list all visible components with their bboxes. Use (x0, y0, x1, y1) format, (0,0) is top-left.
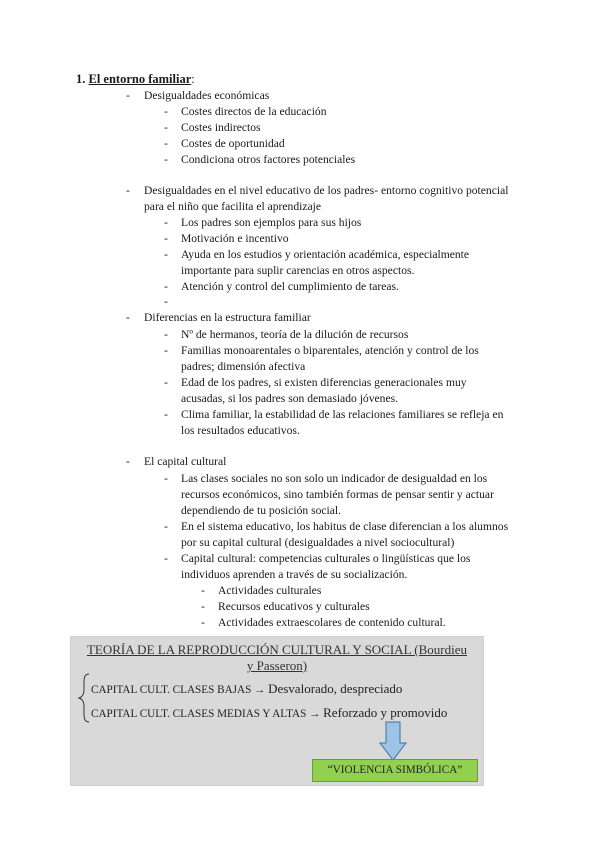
list-item: importante para suplir carencias en otros aspectos. (181, 264, 415, 277)
bullet-dash: - (164, 137, 168, 150)
list-item: Edad de los padres, si existen diferencias generacionales muy (181, 376, 467, 389)
bullet-dash: - (164, 280, 168, 293)
curly-brace-icon (77, 673, 91, 723)
bullet-dash: - (164, 153, 168, 166)
bullet-dash: - (164, 344, 168, 357)
section-heading (76, 72, 195, 87)
bullet-dash: - (164, 328, 168, 341)
list-item: Clima familiar, la estabilidad de las relaciones familiares se refleja en (181, 408, 504, 421)
section-title: Desigualdades en el nivel educativo de los padres- entorno cognitivo potencial (144, 184, 509, 197)
bullet-dash: - (126, 89, 130, 102)
list-item: Ayuda en los estudios y orientación académica, especialmente (181, 248, 470, 261)
bullet-dash: - (201, 584, 205, 597)
list-item: Los padres son ejemplos para sus hijos (181, 216, 362, 229)
list-item: Condiciona otros factores potenciales (181, 153, 356, 166)
bullet-dash: - (164, 248, 168, 261)
list-item: acusadas, si los padres son demasiado jóvenes. (181, 392, 399, 405)
theory-box (70, 636, 484, 786)
list-item: Nº de hermanos, teoría de la dilución de recursos (181, 328, 409, 341)
box-row-upper-class (91, 705, 447, 721)
bullet-dash: - (126, 455, 130, 468)
heading-number: 1. (76, 72, 86, 86)
bullet-dash: - (164, 408, 168, 421)
box-row-lower-class (91, 681, 402, 697)
bullet-dash: - (126, 184, 130, 197)
section-title: Desigualdades económicas (144, 89, 270, 102)
heading-title: El entorno familiar (88, 72, 192, 86)
bullet-dash: - (164, 520, 168, 533)
list-item: Atención y control del cumplimiento de tareas. (181, 280, 399, 293)
bullet-dash: - (164, 552, 168, 565)
list-item: Capital cultural: competencias culturales o lingüísticas que los (181, 552, 471, 565)
list-item: Motivación e incentivo (181, 232, 289, 245)
section-title: Diferencias en la estructura familiar (144, 311, 311, 324)
violencia-simbolica-label: “VIOLENCIA SIMBÓLICA” (312, 759, 478, 782)
row-label: CAPITAL CULT. CLASES MEDIAS Y ALTAS → (91, 708, 321, 720)
list-item: por su capital cultural (desigualdades a nivel sociocultural) (181, 536, 455, 549)
bullet-dash: - (164, 105, 168, 118)
box-title-line: y Passeron) (246, 658, 308, 673)
list-item: padres; dimensión afectiva (181, 360, 306, 373)
bullet-dash: - (164, 216, 168, 229)
sub-list-item: Actividades extraescolares de contenido cultural. (218, 616, 446, 629)
list-item: Familias monoarentales o biparentales, atención y control de los (181, 344, 479, 357)
sub-list-item: Recursos educativos y culturales (218, 600, 370, 613)
heading-suffix: : (191, 72, 195, 86)
list-item: En el sistema educativo, los habitus de clase diferencian a los alumnos (181, 520, 509, 533)
list-item: recursos económicos, sino también formas de pensar sentir y actuar (181, 488, 494, 501)
row-label: CAPITAL CULT. CLASES BAJAS → (91, 684, 266, 696)
list-item: Las clases sociales no son solo un indicador de desigualdad en los (181, 472, 488, 485)
bullet-dash: - (164, 232, 168, 245)
list-item: Costes directos de la educación (181, 105, 327, 118)
row-result: Desvalorado, despreciado (268, 681, 403, 696)
sub-list-item: Actividades culturales (218, 584, 322, 597)
bullet-dash: - (201, 616, 205, 629)
bullet-dash: - (201, 600, 205, 613)
list-item: Costes de oportunidad (181, 137, 285, 150)
box-title (71, 642, 483, 674)
section-title: para el niño que facilita el aprendizaje (144, 200, 322, 213)
list-item: individuos aprenden a través de su socialización. (181, 568, 408, 581)
bullet-dash: - (164, 376, 168, 389)
bullet-dash: - (126, 311, 130, 324)
bullet-dash: - (164, 295, 168, 308)
list-item: los resultados educativos. (181, 424, 300, 437)
list-item: Costes indirectos (181, 121, 261, 134)
bullet-dash: - (164, 472, 168, 485)
list-item: dependiendo de tu posición social. (181, 504, 342, 517)
row-result: Reforzado y promovido (323, 705, 448, 720)
bullet-dash: - (164, 121, 168, 134)
down-arrow-icon (379, 721, 407, 761)
section-title: El capital cultural (144, 455, 227, 468)
box-title-line: TEORÍA DE LA REPRODUCCIÓN CULTURAL Y SOCIAL (Bourdieu (86, 642, 467, 657)
